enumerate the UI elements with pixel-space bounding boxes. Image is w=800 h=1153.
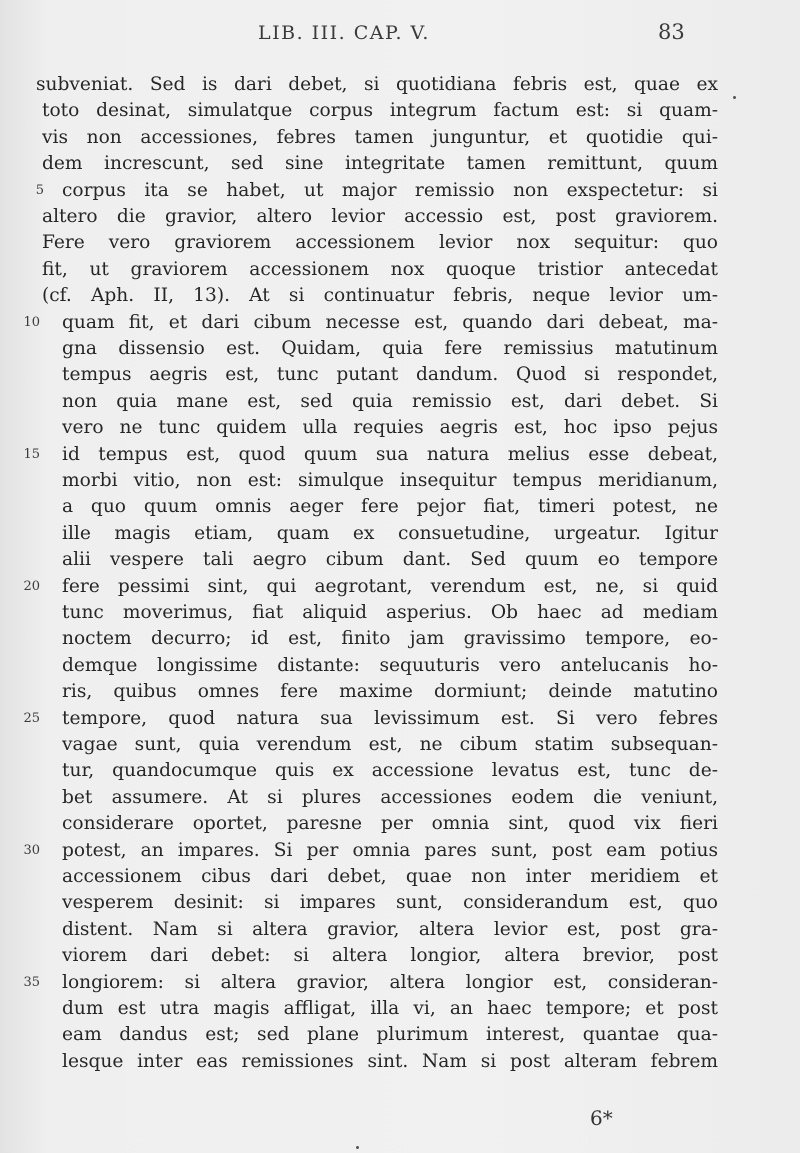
text-line: considerare oportet, paresne per omnia sint, quod vix fieri [62, 813, 718, 834]
text-line: vagae sunt, quia verendum est, ne cibum statim subsequan- [62, 734, 718, 755]
line-number: 5 [35, 183, 44, 198]
running-head: LIB. III. CAP. V. [258, 22, 430, 44]
text-line: dum est utra magis affligat, illa vi, an haec tempore; et post [62, 998, 718, 1019]
text-line: tunc moverimus, fiat aliquid asperius. Ob haec ad mediam [62, 602, 718, 623]
text-line: altero die gravior, altero levior accessio est, post graviorem. [42, 206, 718, 227]
text-line: dem increscunt, sed sine integritate tamen remittunt, quum [42, 153, 718, 174]
text-line: ille magis etiam, quam ex consuetudine, urgeatur. Igitur [62, 523, 718, 544]
text-line: subveniat. Sed is dari debet, si quotidiana febris est, quae ex [36, 74, 718, 95]
text-line: vesperem desinit: si impares sunt, considerandum est, quo [62, 892, 718, 913]
line-number: 10 [23, 315, 40, 330]
print-speck [356, 1146, 359, 1149]
text-line: viorem dari debet: si altera longior, altera brevior, post [62, 945, 718, 966]
signature-mark: 6* [590, 1106, 613, 1130]
text-line: quam fit, et dari cibum necesse est, quando dari debeat, ma- [62, 312, 718, 333]
text-line: Fere vero graviorem accessionem levior nox sequitur: quo [42, 232, 718, 253]
text-line: alii vespere tali aegro cibum dant. Sed quum eo tempore [62, 549, 718, 570]
text-line: fit, ut graviorem accessionem nox quoque tristior antecedat [42, 259, 718, 280]
text-line: tur, quandocumque quis ex accessione levatus est, tunc de- [62, 760, 718, 781]
text-line: non quia mane est, sed quia remissio est, dari debet. Si [62, 391, 718, 412]
text-line: corpus ita se habet, ut major remissio non exspectetur: si [62, 180, 718, 201]
text-line: tempus aegris est, tunc putant dandum. Quod si respondet, [62, 364, 718, 385]
text-line: demque longissime distante: sequuturis vero antelucanis ho- [62, 655, 718, 676]
page-number: 83 [658, 20, 685, 44]
text-line: longiorem: si altera gravior, altera longior est, consideran- [62, 972, 718, 993]
text-line: accessionem cibus dari debet, quae non inter meridiem et [62, 866, 718, 887]
line-number: 35 [23, 975, 40, 990]
text-line: potest, an impares. Si per omnia pares sunt, post eam potius [62, 840, 718, 861]
text-line: id tempus est, quod quum sua natura melius esse debeat, [62, 444, 718, 465]
page-header [0, 22, 800, 50]
text-line: vero ne tunc quidem ulla requies aegris est, hoc ipso pejus [62, 417, 718, 438]
text-line: distent. Nam si altera gravior, altera levior est, post gra- [62, 919, 718, 940]
text-line: bet assumere. At si plures accessiones eodem die veniunt, [62, 787, 718, 808]
text-line: vis non accessiones, febres tamen junguntur, et quotidie qui- [42, 127, 718, 148]
text-line: toto desinat, simulatque corpus integrum factum est: si quam- [42, 100, 718, 121]
text-line: morbi vitio, non est: simulque insequitur tempus meridianum, [62, 470, 718, 491]
line-number: 30 [23, 843, 40, 858]
text-line: tempore, quod natura sua levissimum est. Si vero febres [62, 708, 718, 729]
text-line: ris, quibus omnes fere maxime dormiunt; deinde matutino [62, 681, 718, 702]
line-number: 15 [23, 447, 40, 462]
line-number: 20 [23, 579, 40, 594]
print-speck [733, 96, 736, 99]
text-line: (cf. Aph. II, 13). At si continuatur febris, neque levior um- [42, 285, 718, 306]
text-line: lesque inter eas remissiones sint. Nam si post alteram febrem [62, 1051, 718, 1072]
line-number: 25 [23, 711, 40, 726]
text-line: eam dandus est; sed plane plurimum interest, quantae qua- [62, 1024, 718, 1045]
text-line: gna dissensio est. Quidam, quia fere remissius matutinum [62, 338, 718, 359]
text-line: fere pessimi sint, qui aegrotant, verendum est, ne, si quid [62, 576, 718, 597]
text-line: noctem decurro; id est, finito jam gravissimo tempore, eo- [62, 628, 718, 649]
text-line: a quo quum omnis aeger fere pejor fiat, timeri potest, ne [62, 496, 718, 517]
